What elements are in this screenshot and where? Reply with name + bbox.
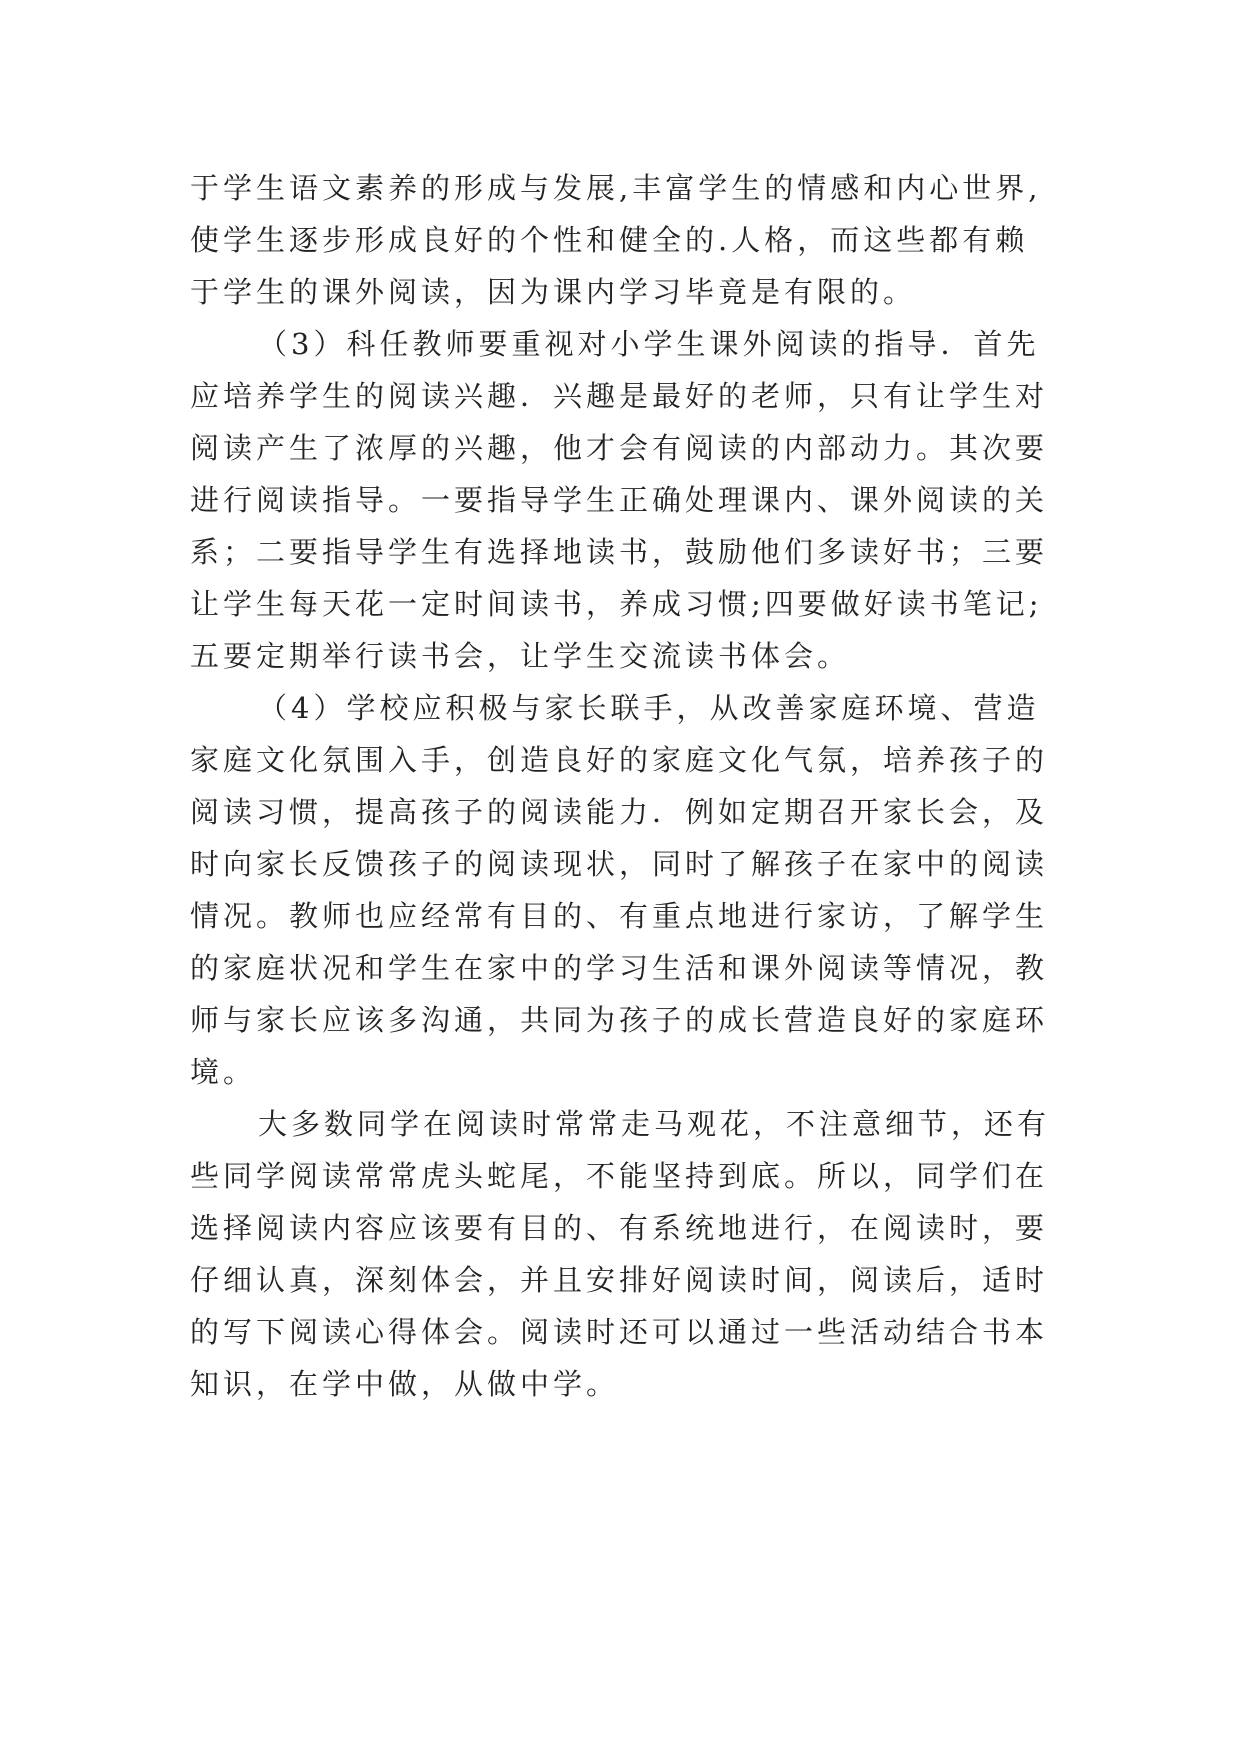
text-line: 境。: [190, 1055, 257, 1089]
text-line: 系；二要指导学生有选择地读书，鼓励他们多读好书；三要: [190, 535, 1049, 569]
text-line: 应培养学生的阅读兴趣．兴趣是最好的老师，只有让学生对: [190, 379, 1049, 413]
paragraph-4-start: （4）学校应积极与家长联手，从改善家庭环境、营造: [258, 691, 1040, 725]
text-line: 仔细认真，深刻体会，并且安排好阅读时间，阅读后，适时: [190, 1263, 1049, 1297]
text-line: 于学生语文素养的形成与发展,丰富学生的情感和内心世界,: [190, 171, 1042, 205]
text-line: 知识，在学中做，从做中学。: [190, 1367, 620, 1401]
text-line: 于学生的课外阅读，因为课内学习毕竟是有限的。: [190, 275, 917, 309]
text-line: 阅读习惯，提高孩子的阅读能力．例如定期召开家长会，及: [190, 795, 1049, 829]
text-line: 情况。教师也应经常有目的、有重点地进行家访，了解学生: [190, 899, 1049, 933]
text-line: 使学生逐步形成良好的个性和健全的.人格，而这些都有赖: [190, 223, 1029, 257]
paragraph-3-start: （3）科任教师要重视对小学生课外阅读的指导．首先: [258, 327, 1040, 361]
text-line: 进行阅读指导。一要指导学生正确处理课内、课外阅读的关: [190, 483, 1049, 517]
text-line: 家庭文化氛围入手，创造良好的家庭文化气氛，培养孩子的: [190, 743, 1049, 777]
text-line: 时向家长反馈孩子的阅读现状，同时了解孩子在家中的阅读: [190, 847, 1049, 881]
text-line: 师与家长应该多沟通，共同为孩子的成长营造良好的家庭环: [190, 1003, 1049, 1037]
text-line: 五要定期举行读书会，让学生交流读书体会。: [190, 639, 851, 673]
text-line: 些同学阅读常常虎头蛇尾，不能坚持到底。所以，同学们在: [190, 1159, 1049, 1193]
paragraph-summary-start: 大多数同学在阅读时常常走马观花，不注意细节，还有: [258, 1107, 1051, 1141]
text-line: 的家庭状况和学生在家中的学习生活和课外阅读等情况，教: [190, 951, 1049, 985]
text-line: 让学生每天花一定时间读书，养成习惯;四要做好读书笔记;: [190, 587, 1043, 621]
text-line: 阅读产生了浓厚的兴趣，他才会有阅读的内部动力。其次要: [190, 431, 1049, 465]
body-text: [190, 162, 1090, 1410]
text-line: 选择阅读内容应该要有目的、有系统地进行，在阅读时，要: [190, 1211, 1049, 1245]
text-line: 的写下阅读心得体会。阅读时还可以通过一些活动结合书本: [190, 1315, 1049, 1349]
